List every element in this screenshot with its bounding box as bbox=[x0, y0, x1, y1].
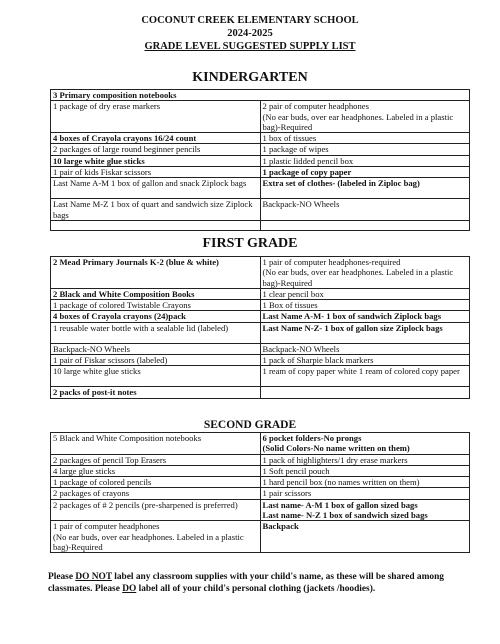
table-row bbox=[51, 433, 470, 455]
table-cell: 5 Black and White Composition notebooks bbox=[51, 433, 261, 455]
footer-do-not: DO NOT bbox=[75, 572, 112, 582]
table-cell: 2 packages of crayons bbox=[51, 488, 261, 499]
table-row bbox=[51, 288, 470, 299]
table-row bbox=[51, 387, 470, 399]
table-cell: 4 boxes of Crayola crayons (24)pack bbox=[51, 311, 261, 322]
table-cell: 1 package of colored pencils bbox=[51, 477, 261, 488]
table-cell bbox=[260, 220, 470, 230]
table-row bbox=[51, 465, 470, 476]
table-cell: Backpack bbox=[260, 521, 470, 553]
table-cell: 4 boxes of Crayola crayons 16/24 count bbox=[51, 133, 261, 144]
table-cell bbox=[260, 387, 470, 399]
list-title: GRADE LEVEL SUGGESTED SUPPLY LIST bbox=[144, 41, 356, 52]
table-row bbox=[51, 133, 470, 144]
table-cell: 2 packs of post-it notes bbox=[51, 387, 261, 399]
table-cell: Backpack-NO Wheels bbox=[260, 343, 470, 354]
first-grade-table bbox=[50, 256, 470, 399]
table-cell: Last Name M-Z 1 box of quart and sandwich size Ziplock bags bbox=[51, 199, 261, 221]
table-row bbox=[51, 220, 470, 230]
kindergarten-table bbox=[50, 89, 470, 231]
table-row bbox=[51, 178, 470, 199]
table-row bbox=[51, 521, 470, 553]
table-cell: 2 Mead Primary Journals K-2 (blue & white) bbox=[51, 257, 261, 289]
table-row bbox=[51, 366, 470, 387]
table-row bbox=[51, 454, 470, 465]
table-cell: Last Name A-M 1 box of gallon and snack Ziplock bags bbox=[51, 178, 261, 199]
footer-note bbox=[48, 571, 468, 595]
table-row bbox=[51, 488, 470, 499]
school-year: 2024-2025 bbox=[227, 28, 273, 39]
school-name: COCONUT CREEK ELEMENTARY SCHOOL bbox=[141, 15, 359, 26]
table-cell: 1 reusable water bottle with a sealable lid (labeled) bbox=[51, 322, 261, 343]
table-row bbox=[51, 355, 470, 366]
table-cell: 10 large white glue sticks bbox=[51, 366, 261, 387]
table-row bbox=[51, 300, 470, 311]
second-grade-title: SECOND GRADE bbox=[203, 419, 297, 431]
footer-text-2: label any classroom supplies with your child's name, as these will be shared among classmates. Please bbox=[48, 572, 444, 594]
table-row bbox=[51, 322, 470, 343]
table-cell: Backpack-NO Wheels bbox=[51, 343, 261, 354]
table-cell: 1 Box of tissues bbox=[260, 300, 470, 311]
table-row bbox=[51, 167, 470, 178]
table-row bbox=[51, 144, 470, 155]
table-cell: 1 box of tissues bbox=[260, 133, 470, 144]
first-grade-title: FIRST GRADE bbox=[202, 236, 298, 251]
table-cell: 6 pocket folders-No prongs (Solid Colors-No name written on them) bbox=[260, 433, 470, 455]
table-row bbox=[51, 90, 470, 101]
document-header bbox=[0, 14, 500, 53]
table-cell bbox=[51, 220, 261, 230]
table-row bbox=[51, 311, 470, 322]
second-grade-table bbox=[50, 432, 470, 553]
table-cell: 2 packages of pencil Top Erasers bbox=[51, 454, 261, 465]
table-cell: 1 package of colored Twistable Crayons bbox=[51, 300, 261, 311]
table-cell: 1 package of wipes bbox=[260, 144, 470, 155]
table-cell: 4 large glue sticks bbox=[51, 465, 261, 476]
table-row bbox=[51, 499, 470, 521]
table-cell: Last Name A-M- 1 box of sandwich Ziplock bags bbox=[260, 311, 470, 322]
table-row bbox=[51, 155, 470, 166]
table-cell: 1 ream of copy paper white 1 ream of colored copy paper bbox=[260, 366, 470, 387]
table-row bbox=[51, 477, 470, 488]
table-cell: 2 pair of computer headphones (No ear buds, over ear headphones. Labeled in a plastic bag)-Required bbox=[260, 101, 470, 133]
footer-text-3: label all of your child's personal clothing (jackets /hoodies). bbox=[136, 584, 376, 594]
table-cell: 1 pair of Fiskar scissors (labeled) bbox=[51, 355, 261, 366]
table-cell: Backpack-NO Wheels bbox=[260, 199, 470, 221]
table-row bbox=[51, 257, 470, 289]
table-cell: 2 packages of # 2 pencils (pre-sharpened is preferred) bbox=[51, 499, 261, 521]
table-cell: 1 pack of Sharpie black markers bbox=[260, 355, 470, 366]
table-row bbox=[51, 343, 470, 354]
table-cell: 1 package of copy paper bbox=[260, 167, 470, 178]
footer-text-1: Please bbox=[48, 572, 76, 582]
table-row bbox=[51, 199, 470, 221]
table-cell: Last name- A-M 1 box of gallon sized bags Last name- N-Z 1 box of sandwich sized bags bbox=[260, 499, 470, 521]
table-cell: 1 plastic lidded pencil box bbox=[260, 155, 470, 166]
table-cell: 1 package of dry erase markers bbox=[51, 101, 261, 133]
table-cell: 2 packages of large round beginner pencils bbox=[51, 144, 261, 155]
table-cell: 1 pair scissors bbox=[260, 488, 470, 499]
table-cell: 1 pack of highlighters/1 dry erase markers bbox=[260, 454, 470, 465]
table-row bbox=[51, 101, 470, 133]
table-cell: 1 clear pencil box bbox=[260, 288, 470, 299]
table-cell: 1 pair of computer headphones-required (No ear buds, over ear headphones. Labeled in a plastic bag)-Required bbox=[260, 257, 470, 289]
table-cell: 1 pair of computer headphones (No ear buds, over ear headphones. Labeled in a plastic bag)-Required bbox=[51, 521, 261, 553]
table-cell: 3 Primary composition notebooks bbox=[51, 90, 470, 101]
table-cell: 10 large white glue sticks bbox=[51, 155, 261, 166]
table-cell: 1 hard pencil box (no names written on them) bbox=[260, 477, 470, 488]
table-cell: 1 Soft pencil pouch bbox=[260, 465, 470, 476]
table-cell: 1 pair of kids Fiskar scissors bbox=[51, 167, 261, 178]
footer-do: DO bbox=[122, 584, 137, 594]
table-cell: Extra set of clothes- (labeled in Ziploc bag) bbox=[260, 178, 470, 199]
kindergarten-title: KINDERGARTEN bbox=[192, 70, 308, 85]
table-cell: 2 Black and White Composition Books bbox=[51, 288, 261, 299]
table-cell: Last Name N-Z- 1 box of gallon size Ziplock bags bbox=[260, 322, 470, 343]
